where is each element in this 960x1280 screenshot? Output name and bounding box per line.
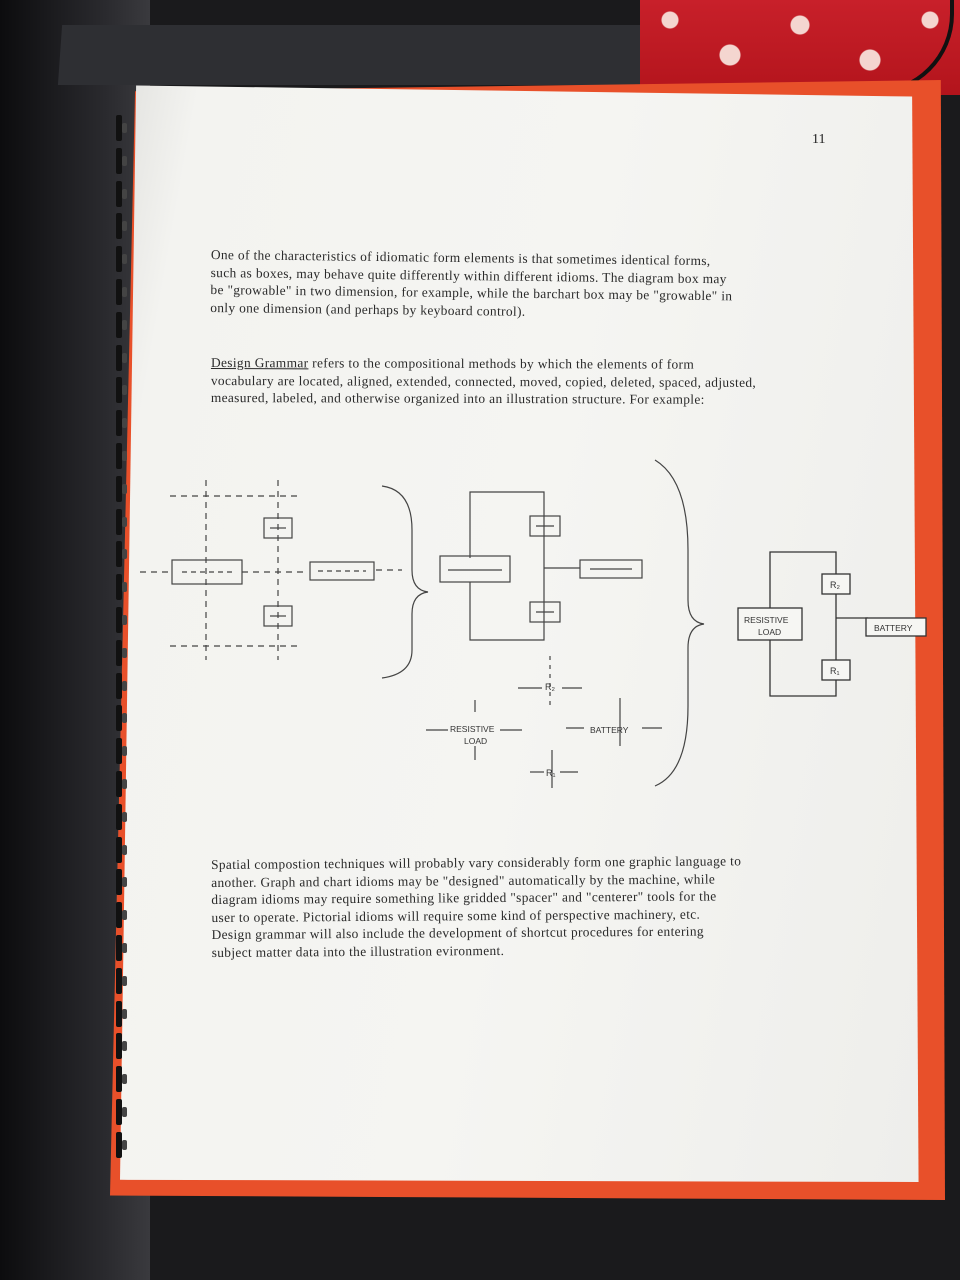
spiral-coil-shadow — [122, 320, 127, 330]
spiral-coil-shadow — [122, 713, 127, 723]
paragraph-line: be "growable" in two dimension, for example, while the barchart box may be "growable" in — [210, 281, 733, 304]
paragraph-line: diagram idioms may require something like gridded "spacer" and "centerer" tools for the — [211, 888, 717, 907]
spiral-coil-shadow — [122, 418, 127, 428]
spiral-coil-shadow — [122, 877, 127, 887]
paragraph-line: such as boxes, may behave quite differently within different idioms. The diagram box may — [210, 264, 727, 286]
spiral-coil-shadow — [122, 910, 127, 920]
grid-composition — [140, 480, 402, 660]
spiral-binding — [116, 115, 130, 1165]
paragraph-line: measured, labeled, and otherwise organized into an illustration structure. For example: — [210, 389, 705, 407]
spiral-coil-shadow — [122, 845, 127, 855]
spiral-coil-shadow — [122, 1041, 127, 1051]
spiral-coil-shadow — [122, 156, 127, 166]
circuit-composition-diagram — [130, 450, 930, 790]
paragraph-design-grammar — [211, 354, 841, 409]
grid-resistor-r1-label: R₁ — [546, 768, 556, 778]
spiral-coil-shadow — [122, 779, 127, 789]
brace-right — [655, 460, 704, 786]
spiral-coil-shadow — [122, 976, 127, 986]
grid-load-label: LOAD — [464, 736, 488, 746]
spiral-coil-shadow — [122, 1074, 127, 1084]
spiral-coil-shadow — [122, 254, 127, 264]
paragraph-line: user to operate. Pictorial idioms will require some kind of perspective machinery, etc. — [211, 906, 701, 925]
design-grammar-term: Design Grammar — [210, 355, 309, 371]
spiral-coil-shadow — [122, 549, 127, 559]
paragraph-line: Design grammar will also include the development of shortcut procedures for entering — [211, 923, 704, 942]
spiral-coil-shadow — [122, 943, 127, 953]
spiral-coil-shadow — [122, 451, 127, 461]
brace-left — [382, 486, 428, 678]
spiral-coil-shadow — [122, 1009, 127, 1019]
spiral-coil-shadow — [122, 1107, 127, 1117]
spiral-coil-shadow — [122, 287, 127, 297]
spiral-coil-shadow — [122, 746, 127, 756]
spiral-coil-shadow — [122, 123, 127, 133]
grid-battery-label: BATTERY — [590, 725, 629, 735]
connected-composition — [426, 492, 662, 788]
circuit-resistive-label: RESISTIVE — [744, 615, 789, 625]
circuit-load-label: LOAD — [758, 627, 782, 637]
spiral-coil-shadow — [122, 484, 127, 494]
circuit-r2-label: R₂ — [830, 580, 840, 590]
spiral-coil-shadow — [122, 189, 127, 199]
paragraph-line: only one dimension (and perhaps by keyboard control). — [210, 299, 526, 319]
grid-resistive-label: RESISTIVE — [450, 724, 495, 734]
paragraph-line-rest: refers to the compositional methods by which the elements of form — [308, 355, 695, 372]
spiral-coil-shadow — [122, 615, 127, 625]
spiral-coil-shadow — [122, 1140, 127, 1150]
paragraph-line: One of the characteristics of idiomatic form elements is that sometimes identical forms, — [210, 246, 711, 269]
paragraph-line: subject matter data into the illustration evironment. — [211, 942, 505, 960]
circuit-r1-label: R₁ — [830, 666, 840, 676]
spiral-coil-shadow — [122, 681, 127, 691]
spiral-coil-shadow — [122, 221, 127, 231]
paragraph-spatial-composition — [211, 851, 860, 961]
circuit-battery-label: BATTERY — [874, 623, 913, 633]
paragraph-line: vocabulary are located, aligned, extended, connected, moved, copied, deleted, spaced, adjusted, — [210, 372, 757, 390]
spiral-coil-shadow — [122, 582, 127, 592]
spiral-coil-shadow — [122, 385, 127, 395]
spiral-coil-shadow — [122, 353, 127, 363]
spiral-coil-shadow — [122, 648, 127, 658]
paragraph-line: another. Graph and chart idioms may be "designed" automatically by the machine, while — [211, 870, 716, 890]
paragraph-idiomatic-forms — [210, 246, 837, 324]
page-number: 11 — [812, 132, 826, 147]
grid-resistor-r2-label: R₂ — [545, 682, 555, 692]
spiral-coil-shadow — [122, 517, 127, 527]
paragraph-line: Spatial compostion techniques will probably vary considerably form one graphic language to — [211, 853, 742, 872]
spiral-coil-shadow — [122, 812, 127, 822]
paragraph-line — [211, 354, 841, 374]
